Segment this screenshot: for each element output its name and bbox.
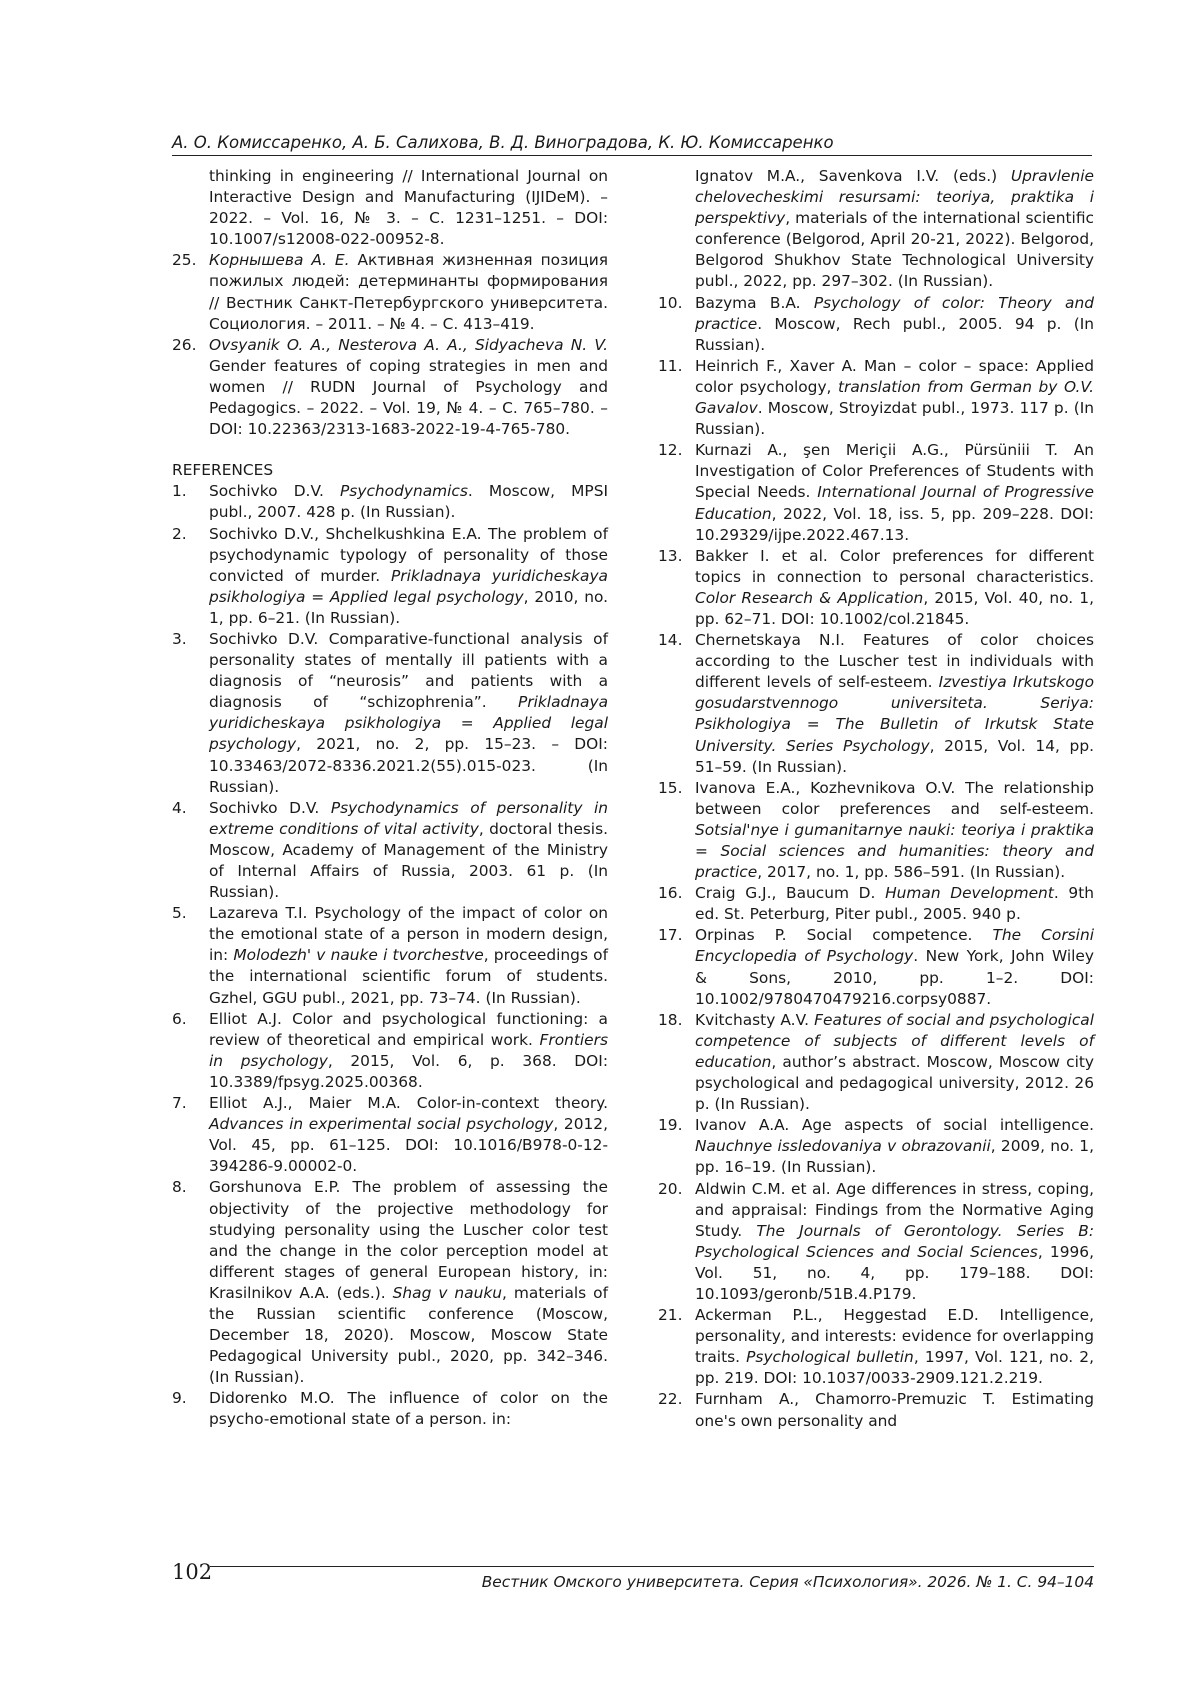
reference-item	[172, 524, 608, 629]
reference-source: Prikladnaya yuridicheskaya psikhologiya = Applied legal psychology	[209, 566, 608, 606]
reference-item	[658, 883, 1094, 925]
reference-details: , 2017, no. 1, pp. 586–591. (In Russian).	[757, 863, 1066, 882]
reference-source: Shag v nauku	[392, 1283, 503, 1302]
reference-item	[658, 778, 1094, 883]
reference-text: Ignatov M.A., Savenkova I.V. (eds.)	[695, 167, 1011, 185]
reference-text: Craig G.J., Baucum D.	[695, 884, 886, 903]
reference-source: The Corsini Encyclopedia of Psychology	[695, 926, 1094, 966]
reference-item	[658, 293, 1094, 356]
reference-details: . New York, John Wiley & Sons, 2010, pp. 1–2. DOI: 10.1002/9780470479216.corpsy0887.	[695, 947, 1094, 1008]
reference-details: , author’s abstract. Moscow, Moscow city psychological and pedagogical university, 2012. 26 p. (In Russian).	[695, 1052, 1094, 1114]
reference-source: Psychodynamics	[340, 482, 468, 501]
reference-text: Kvitchasty A.V.	[695, 1010, 815, 1029]
reference-source: Prikladnaya yuridicheskaya psikhologiya = Applied legal psychology	[209, 693, 608, 754]
reference-item	[172, 1177, 608, 1388]
reference-text: Didorenko M.O. The influence of color on the psycho-emotional state of a person. in:	[209, 1389, 608, 1429]
reference-text: Ivanov A.A. Age aspects of social intelligence.	[695, 1116, 1094, 1135]
reference-text: Chernetskaya N.I. Features of color choices according to the Luscher test in individuals with different levels of self-esteem.	[695, 631, 1094, 692]
item-text: Активная жизненная позиция пожилых людей: детерминанты формирования // Вестник Санкт-Петербургского университета. Социология. – 2011. – № 4. – С. 413–419.	[209, 251, 608, 333]
reference-item	[658, 1115, 1094, 1178]
reference-details: , materials of the Russian scientific conference (Moscow, December 18, 2020). Moscow, Moscow State Pedagogical University publ., 2020, pp. 342–346. (In Russian).	[209, 1283, 608, 1387]
reference-text: Sochivko D.V.	[209, 482, 341, 501]
reference-number: 3.	[172, 629, 187, 648]
reference-source: Color Research & Application	[695, 588, 924, 607]
reference-details: . 9th ed. St. Peterburg, Piter publ., 2005. 940 p.	[695, 884, 1094, 924]
reference-item	[658, 356, 1094, 440]
journal-citation: Вестник Омского университета. Серия «Психология». 2026. № 1. С. 94–104	[481, 1573, 1094, 1591]
reference-source: Upravlenie chelovecheskimi resursami: teoriya, praktika i perspektivy	[695, 167, 1094, 228]
reference-item	[658, 440, 1094, 545]
reference-item	[658, 1010, 1094, 1115]
reference-details: , 2015, Vol. 6, p. 368. DOI: 10.3389/fpsyg.2025.00368.	[209, 1051, 609, 1091]
reference-continuation: thinking in engineering // International Journal on Interactive Design and Manufacturing (IJIDeM). – 2022. – Vol. 16, № 3. – С. 1231–1251. – DOI: 10.1007/s12008-022-00952-8.	[209, 167, 608, 249]
reference-number: 6.	[172, 1009, 187, 1028]
reference-text: Gorshunova E.P. The problem of assessing the objectivity of the projective methodology for studying personality using the Luscher color test and the change in the color perception model at different stages of general European history, in: Krasilnikov A.A. (eds.).	[209, 1178, 608, 1302]
reference-details: , 2021, no. 2, pp. 15–23. – DOI: 10.33463/2072-8336.2021.2(55).015-023. (In Russian).	[209, 735, 608, 796]
literature-item	[172, 250, 608, 334]
reference-details: . Moscow, Rech publ., 2005. 94 p. (In Russian).	[695, 314, 1094, 354]
reference-item	[172, 903, 608, 1008]
reference-details: , 1997, Vol. 121, no. 2, pp. 219. DOI: 10.1037/0033-2909.121.2.219.	[695, 1348, 1094, 1388]
reference-text: Bakker I. et al. Color preferences for different topics in connection to personal characteristics.	[695, 546, 1094, 586]
reference-text: Sochivko D.V. Comparative-functional analysis of personality states of mentally ill patients with a diagnosis of “neurosis” and patients with a diagnosis of “schizophrenia”.	[209, 629, 608, 712]
reference-details: , 2010, no. 1, pp. 6–21. (In Russian).	[209, 587, 608, 627]
reference-number: 16.	[658, 884, 683, 903]
reference-number: 12.	[658, 441, 683, 460]
reference-item	[658, 1389, 1094, 1431]
reference-details: , 2015, Vol. 40, no. 1, pp. 62–71. DOI: 10.1002/col.21845.	[695, 588, 1094, 628]
reference-item	[658, 1179, 1094, 1306]
reference-details: , materials of the international scientific conference (Belgorod, April 20-21, 2022). Belgorod, Belgorod Shukhov State Technological University publ., 2022, pp. 297–302. (In Russian).	[695, 209, 1094, 291]
reference-source: Psychology of color: Theory and practice	[695, 293, 1094, 333]
reference-item	[172, 629, 608, 798]
reference-text: Aldwin C.M. et al. Age differences in stress, coping, and appraisal: Findings from the Normative Aging Study.	[695, 1179, 1094, 1240]
reference-number: 10.	[658, 293, 683, 312]
reference-number: 17.	[658, 926, 683, 945]
reference-number: 5.	[172, 904, 187, 923]
left-column	[172, 166, 608, 1431]
reference-source: Izvestiya Irkutskogo gosudarstvennogo universiteta. Seriya: Psikhologiya = The Bulletin of Irkutsk State University. Series Psychology	[695, 673, 1094, 755]
item-authors: Корнышева А. Е.	[209, 251, 350, 270]
item-text: Gender features of coping strategies in men and women // RUDN Journal of Psychology and Pedagogics. – 2022. – Vol. 19, № 4. – С. 765–780. – DOI: 10.22363/2313-1683-2022-19-4-765-780.	[209, 356, 608, 439]
reference-item	[172, 798, 608, 903]
reference-number: 22.	[658, 1390, 683, 1409]
reference-number: 2.	[172, 524, 187, 543]
reference-number: 9.	[172, 1389, 187, 1408]
reference-source: Sotsial'nye i gumanitarnye nauki: teoriya i praktika = Social sciences and humanities: theory and practice	[695, 820, 1094, 882]
item-number: 25.	[172, 251, 197, 270]
reference-text: Sochivko D.V., Shchelkushkina E.A. The problem of psychodynamic typology of personality of those convicted of murder.	[209, 524, 608, 585]
reference-text: Kurnazi A., şen Meriçii A.G., Pürsüniii T. An Investigation of Color Preferences of Students with Special Needs.	[695, 441, 1094, 502]
references-heading: REFERENCES	[172, 461, 274, 480]
reference-text: Elliot A.J., Maier M.A. Color-in-context theory.	[209, 1094, 608, 1113]
item-authors: Ovsyanik O. A., Nesterova A. A., Sidyacheva N. V.	[209, 335, 608, 354]
running-head-authors: А. О. Комиссаренко, А. Б. Салихова, В. Д. Виноградова, К. Ю. Комиссаренко	[172, 133, 1092, 156]
reference-source: International Journal of Progressive Education	[695, 483, 1094, 523]
reference-number: 19.	[658, 1116, 683, 1135]
reference-source: Advances in experimental social psychology	[209, 1115, 554, 1134]
reference-item	[172, 481, 608, 523]
reference-text: Ackerman P.L., Heggestad E.D. Intelligence, personality, and interests: evidence for overlapping traits.	[695, 1306, 1094, 1367]
reference-text: Elliot A.J. Color and psychological functioning: a review of theoretical and empirical work.	[209, 1009, 608, 1049]
reference-source: Psychological bulletin	[746, 1348, 914, 1367]
reference-item	[658, 925, 1094, 1009]
reference-details: , 2009, no. 1, pp. 16–19. (In Russian).	[695, 1137, 1094, 1177]
reference-text: Bazyma B.A.	[695, 293, 814, 312]
reference-text: Heinrich F., Xaver A. Man – color – space: Applied color psychology,	[695, 356, 1094, 396]
item-number: 26.	[172, 335, 197, 354]
reference-number: 1.	[172, 482, 187, 501]
reference-item	[172, 1009, 608, 1093]
reference-item	[658, 630, 1094, 778]
reference-text: Ivanova E.A., Kozhevnikova O.V. The relationship between color preferences and self-esteem.	[695, 778, 1094, 818]
reference-number: 21.	[658, 1306, 683, 1325]
literature-item	[172, 335, 608, 440]
reference-item	[658, 1305, 1094, 1389]
reference-source: Features of social and psychological competence of subjects of different levels of education	[695, 1010, 1094, 1071]
reference-item	[172, 1093, 608, 1177]
reference-number: 4.	[172, 798, 187, 817]
reference-source: Human Development	[885, 884, 1054, 903]
reference-number: 7.	[172, 1094, 187, 1113]
reference-details: , 2012, Vol. 45, pp. 61–125. DOI: 10.1016/B978-0-12-394286-9.00002-0.	[209, 1115, 608, 1176]
page-number: 102	[172, 1560, 213, 1584]
right-column	[658, 166, 1094, 1432]
reference-source: Nauchnye issledovaniya v obrazovanii	[695, 1137, 991, 1156]
reference-details: , 1996, Vol. 51, no. 4, pp. 179–188. DOI: 10.1093/geronb/51B.4.P179.	[695, 1242, 1094, 1303]
reference-source: translation from German by O.V. Gavalov	[695, 377, 1094, 418]
reference-continuation	[658, 166, 1094, 293]
reference-item	[658, 546, 1094, 630]
reference-source: Frontiers in psychology	[209, 1030, 608, 1070]
reference-details: , 2022, Vol. 18, iss. 5, pp. 209–228. DOI: 10.29329/ijpe.2022.467.13.	[695, 504, 1094, 544]
reference-details: , proceedings of the international scientific forum of students. Gzhel, GGU publ., 2021, pp. 73–74. (In Russian).	[209, 946, 608, 1007]
reference-number: 13.	[658, 546, 683, 565]
reference-details: , doctoral thesis. Moscow, Academy of Management of the Ministry of Internal Affairs of Russia, 2003. 61 p. (In Russian).	[209, 819, 608, 902]
reference-text: Orpinas P. Social competence.	[695, 926, 993, 945]
reference-number: 11.	[658, 356, 683, 375]
reference-details: . Moscow, MPSI publ., 2007. 428 p. (In Russian).	[209, 482, 608, 522]
footer-divider	[210, 1566, 1094, 1567]
reference-number: 18.	[658, 1010, 683, 1029]
reference-text: Sochivko D.V.	[209, 798, 331, 817]
reference-details: . Moscow, Stroyizdat publ., 1973. 117 p. (In Russian).	[695, 399, 1094, 439]
reference-item	[172, 1388, 608, 1430]
reference-details: , 2015, Vol. 14, pp. 51–59. (In Russian).	[695, 736, 1094, 776]
reference-text: Lazareva T.I. Psychology of the impact of color on the emotional state of a person in modern design, in:	[209, 904, 608, 965]
reference-number: 20.	[658, 1179, 683, 1198]
reference-number: 8.	[172, 1178, 187, 1197]
reference-number: 14.	[658, 631, 683, 650]
reference-source: Psychodynamics of personality in extreme conditions of vital activity	[209, 798, 608, 838]
reference-source: Molodezh' v nauke i tvorchestve	[233, 946, 484, 965]
reference-number: 15.	[658, 778, 683, 797]
reference-source: The Journals of Gerontology. Series B: Psychological Sciences and Social Sciences	[695, 1221, 1095, 1261]
reference-text: Furnham A., Chamorro-Premuzic T. Estimating one's own personality and	[695, 1390, 1094, 1430]
